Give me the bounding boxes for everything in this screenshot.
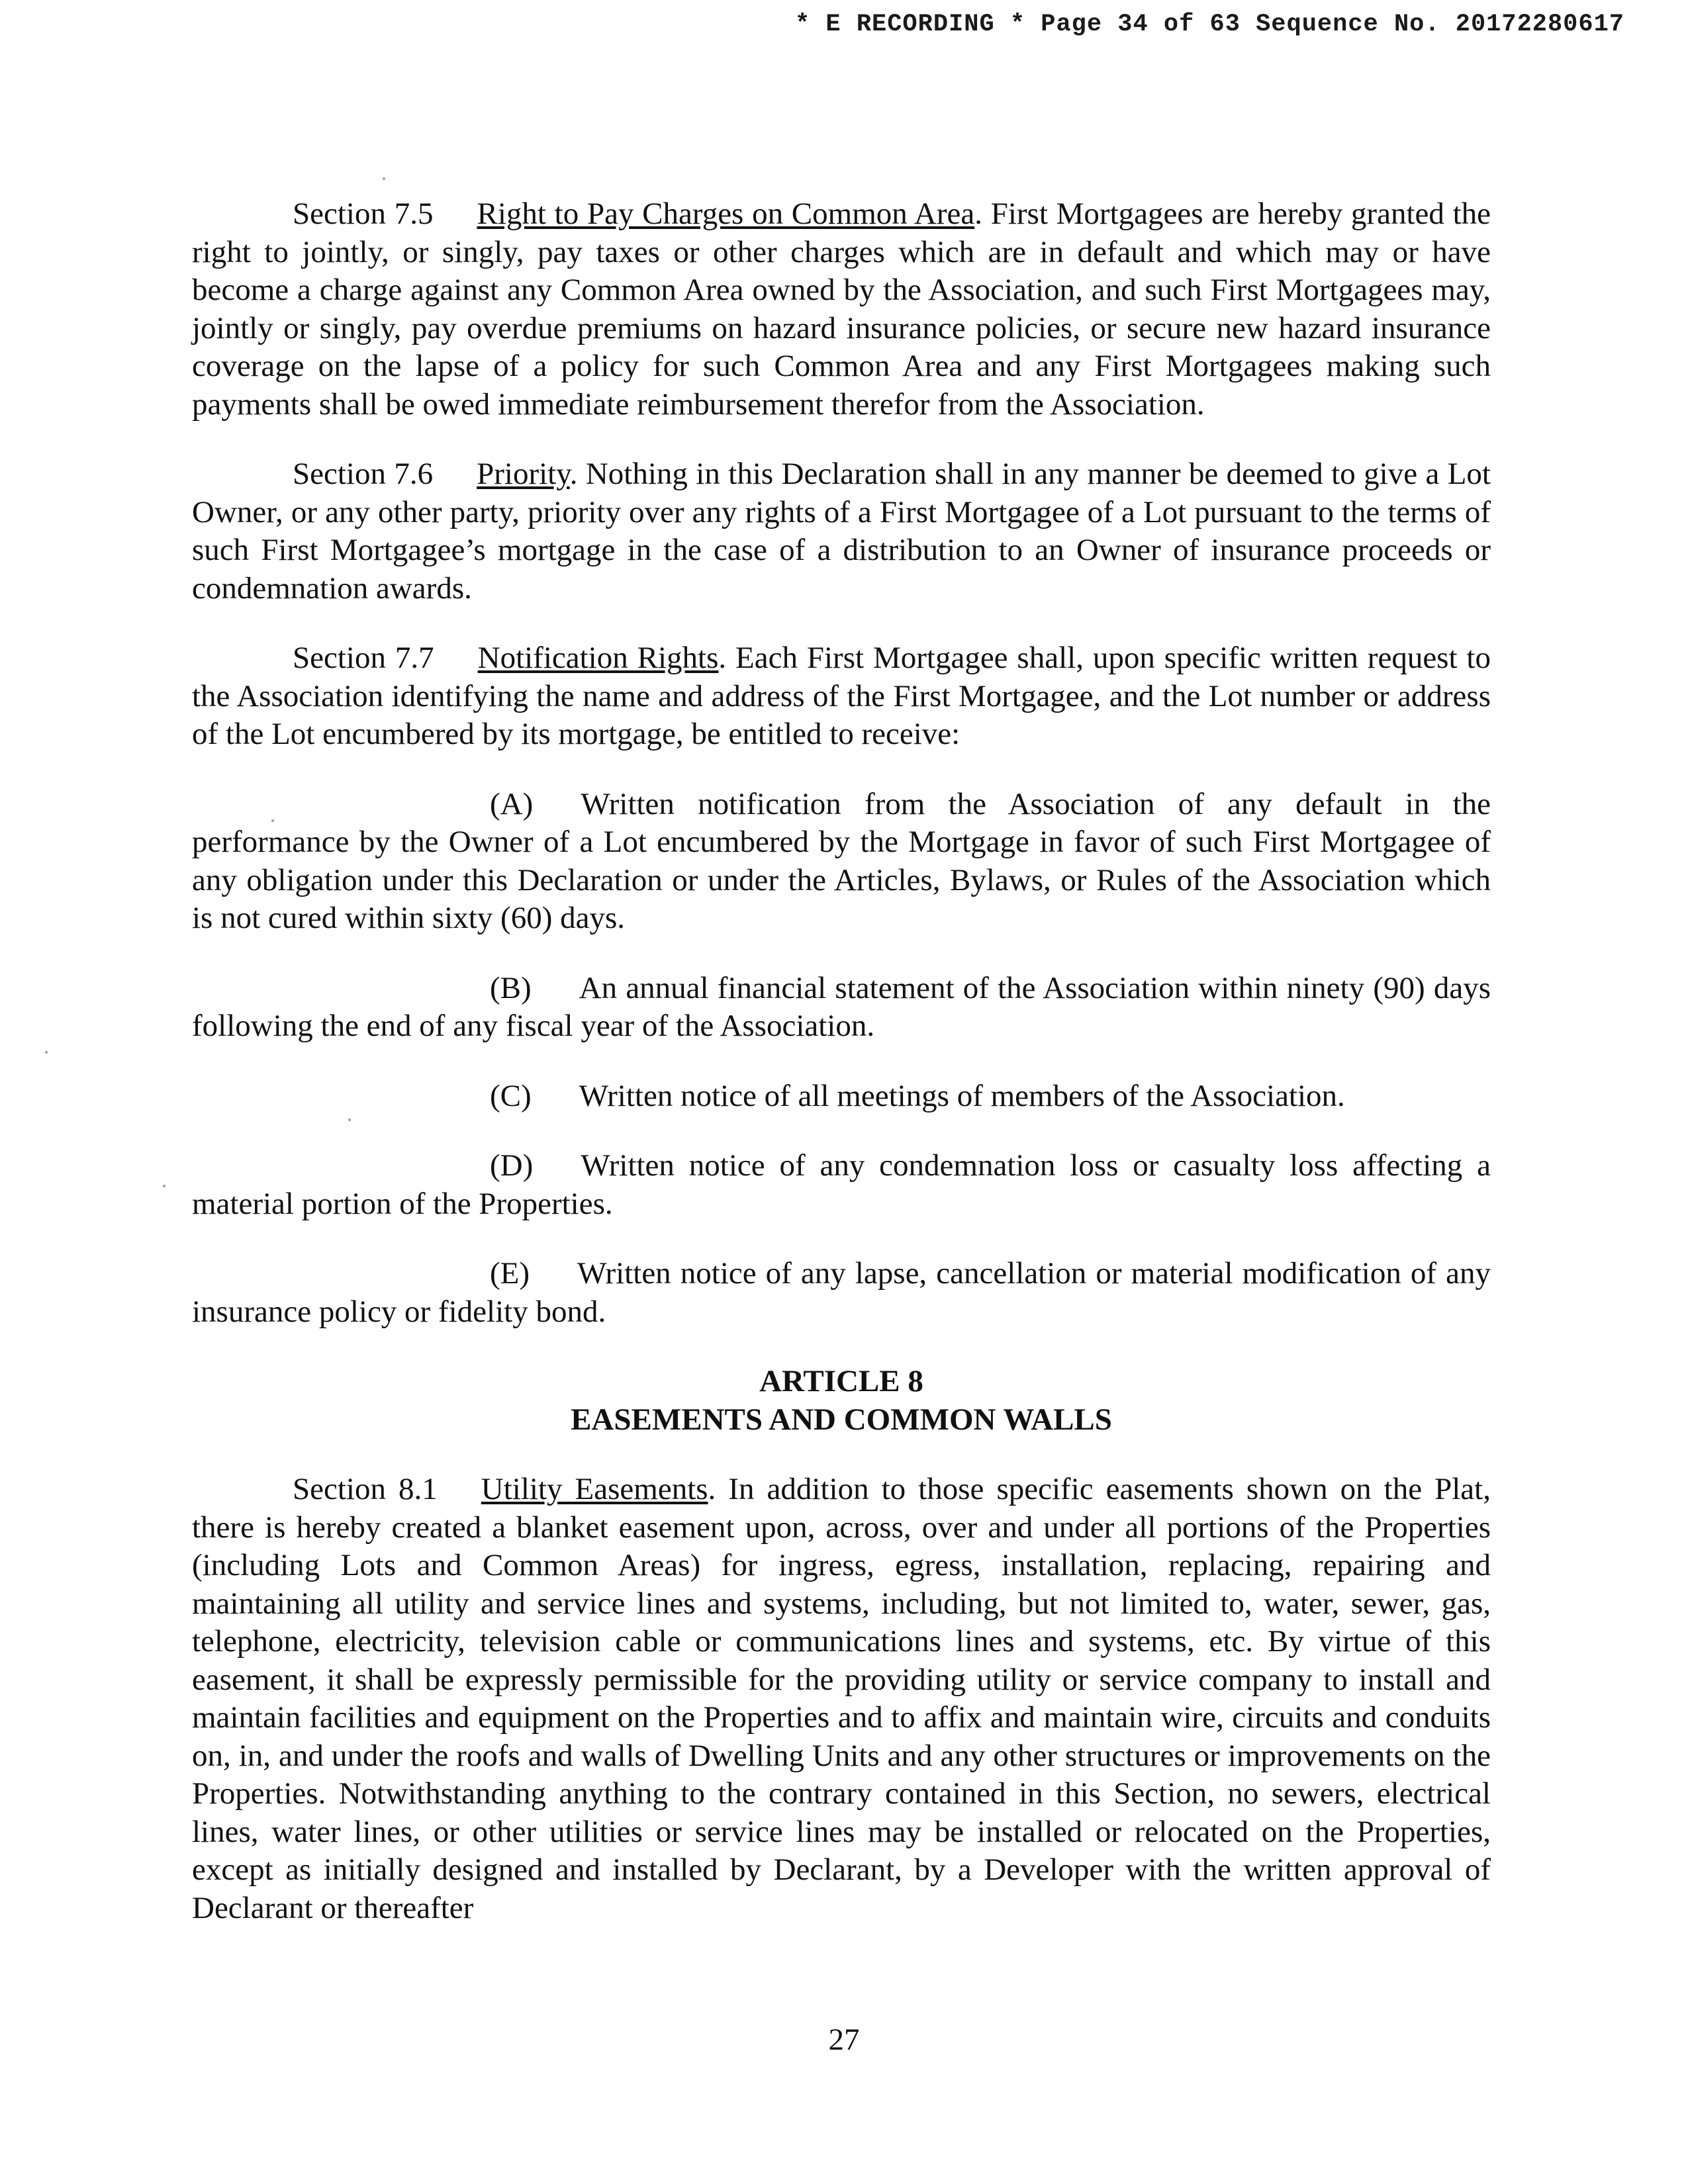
- section-7-7-item-c: [192, 1077, 1491, 1116]
- section-8-1-body: . In addition to those specific easements shown on the Plat, there is hereby created a blanket easement upon, across, over and under all portions of the Properties (including Lots and Common Areas) for ingress, egress, installation, replacing, repairing and maintaining all utility and service lines and systems, including, but not limited to, water, sewer, gas, telephone, electricity, television cable or communications lines and systems, etc. By virtue of this easement, it shall be expressly permissible for the providing utility or service company to install and maintain facilities and equipment on the Properties and to affix and maintain wire, circuits and conduits on, in, and under the roofs and walls of Dwelling Units and any other structures or improvements on the Properties. Notwithstanding anything to the contrary contained in this Section, no sewers, electrical lines, water lines, or other utilities or service lines may be installed or relocated on the Properties, except as initially designed and installed by Declarant, by a Developer with the written approval of Declarant or thereafter: [192, 1472, 1491, 1925]
- section-7-5-body: . First Mortgagees are hereby granted the right to jointly, or singly, pay taxes or other charges which are in default and which may or have become a charge against any Common Area owned by the Association, and such First Mortgagees may, jointly or singly, pay overdue premiums on hazard insurance policies, or secure new hazard insurance coverage on the lapse of a policy for such Common Area and any First Mortgagees making such payments shall be owed immediate reimbursement therefor from the Association.: [192, 197, 1491, 422]
- section-7-6: [192, 455, 1491, 608]
- item-text: Written notice of any condemnation loss or casualty loss affecting a material portion of the Properties.: [192, 1148, 1491, 1221]
- article-8-subtitle: EASEMENTS AND COMMON WALLS: [571, 1402, 1112, 1437]
- item-text: An annual financial statement of the Association within ninety (90) days following the end of any fiscal year of the Association.: [192, 970, 1491, 1043]
- section-7-7-item-d: [192, 1147, 1491, 1223]
- article-8-heading: [192, 1363, 1491, 1439]
- scan-speck: [45, 1051, 48, 1054]
- section-7-6-body: . Nothing in this Declaration shall in any manner be deemed to give a Lot Owner, or any other party, priority over any rights of a First Mortgagee of a Lot pursuant to the terms of such First Mortgagee’s mortgage in the case of a distribution to an Owner of insurance proceeds or condemnation awards.: [192, 457, 1491, 606]
- section-7-5-title: Right to Pay Charges on Common Area: [477, 197, 975, 231]
- item-label: (E): [490, 1256, 530, 1291]
- article-8-title: ARTICLE 8: [759, 1364, 923, 1398]
- section-8-1-title: Utility Easements: [481, 1472, 708, 1506]
- item-label: (C): [490, 1078, 532, 1113]
- item-label: (B): [490, 970, 532, 1005]
- section-7-6-number: Section 7.6: [293, 457, 434, 491]
- section-7-6-title: Priority: [477, 457, 570, 491]
- section-7-7-number: Section 7.7: [293, 641, 434, 675]
- section-7-7-item-b: [192, 970, 1491, 1046]
- item-label: (A): [490, 786, 534, 821]
- item-text: Written notification from the Association of any default in the performance by the Owner of a Lot encumbered by the Mortgage in favor of such First Mortgagee of any obligation under this Declaration or under the Articles, Bylaws, or Rules of the Association which is not cured within sixty (60) days.: [192, 786, 1491, 935]
- scan-speck: [383, 177, 385, 180]
- section-8-1-number: Section 8.1: [293, 1472, 438, 1506]
- section-7-5-number: Section 7.5: [293, 197, 434, 231]
- document-page: [192, 195, 1491, 1959]
- item-text: Written notice of all meetings of members of the Association.: [579, 1078, 1345, 1113]
- section-7-7-item-e: [192, 1255, 1491, 1331]
- section-7-7-body: . Each First Mortgagee shall, upon specific written request to the Association identifying the name and address of the First Mortgagee, and the Lot number or address of the Lot encumbered by its mortgage, be entitled to receive:: [192, 641, 1491, 751]
- section-7-7: [192, 639, 1491, 754]
- section-7-7-item-a: [192, 786, 1491, 938]
- section-8-1: [192, 1471, 1491, 1927]
- scan-speck: [163, 1185, 165, 1187]
- item-text: Written notice of any lapse, cancellation or material modification of any insurance policy or fidelity bond.: [192, 1256, 1491, 1329]
- section-7-7-title: Notification Rights: [477, 641, 719, 675]
- item-label: (D): [490, 1148, 534, 1183]
- page-number: 27: [828, 2023, 860, 2057]
- section-7-5: [192, 195, 1491, 424]
- recording-stamp: * E RECORDING * Page 34 of 63 Sequence No. 20172280617: [795, 11, 1624, 38]
